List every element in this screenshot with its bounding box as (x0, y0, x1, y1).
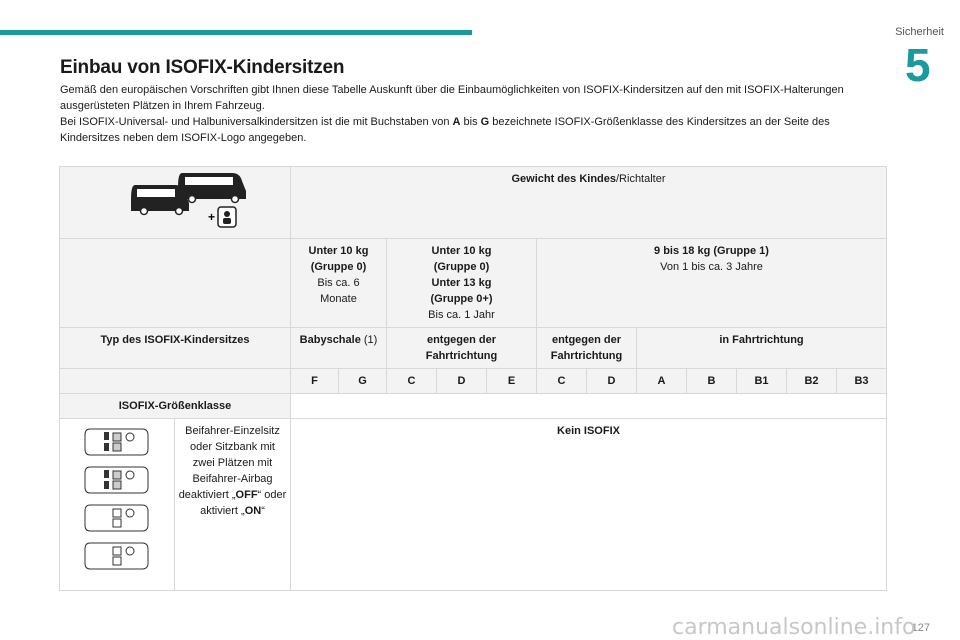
empty-cell (60, 369, 291, 394)
car-seat-diagram-icon (82, 463, 152, 497)
seat-diagram-cell (60, 419, 175, 591)
size-class-cell: G (339, 369, 387, 394)
rear-facing-cell-2: entgegen der Fahrtrichtung (537, 328, 637, 369)
size-class-cell: D (587, 369, 637, 394)
car-seat-diagram-icon (82, 539, 152, 573)
forward-facing-cell: in Fahrtrichtung (637, 328, 887, 369)
group-0-cell: Unter 10 kg (Gruppe 0) Bis ca. 6 Monate (291, 239, 387, 328)
isofix-table (59, 166, 887, 591)
svg-text:+: + (208, 210, 216, 224)
size-class-cell: B2 (787, 369, 837, 394)
watermark: carmanualsonline.info (672, 615, 916, 640)
page-number: 127 (911, 622, 930, 634)
rear-facing-cell: entgegen der Fahrtrichtung (387, 328, 537, 369)
van-icons (100, 171, 250, 229)
size-class-cell: D (437, 369, 487, 394)
empty-cell (60, 239, 291, 328)
car-seat-diagram-icon (82, 501, 152, 535)
page-title: Einbau von ISOFIX-Kindersitzen (60, 57, 345, 78)
size-class-cell: B (687, 369, 737, 394)
intro-paragraph-2: Bei ISOFIX-Universal- und Halbuniversalkindersitzen ist die mit Buchstaben von A bis G bezeichnete ISOFIX-Größenklasse des Kindersitzes an der Seite des Kindersitzes neben dem ISOFIX-Logo angegeben. (60, 116, 830, 144)
size-class-label: ISOFIX-Größenklasse (60, 394, 291, 419)
size-class-cell: B3 (837, 369, 887, 394)
size-class-cell: B1 (737, 369, 787, 394)
section-color-bar (0, 30, 472, 35)
size-class-cell: C (537, 369, 587, 394)
intro-text (60, 82, 870, 146)
seat-type-label: Typ des ISOFIX-Kindersitzes (60, 328, 291, 369)
chapter-number: 5 (905, 39, 931, 91)
size-class-cell: F (291, 369, 339, 394)
babyschale-cell: Babyschale (1) (291, 328, 387, 369)
vehicle-icons-cell (60, 167, 291, 239)
seat-description-cell: Beifahrer-Einzelsitz oder Sitzbank mit zwei Plätzen mit Beifahrer-Airbag deaktiviert „OFF“ oder aktiviert „ON“ (175, 419, 291, 591)
section-label: Sicherheit (895, 26, 944, 38)
size-class-cell: C (387, 369, 437, 394)
van-icon-long (178, 173, 246, 203)
empty-cell (291, 394, 887, 419)
weight-header: Gewicht des Kindes/Richtalter (291, 167, 887, 239)
size-class-cell: A (637, 369, 687, 394)
child-seat-icon (218, 207, 236, 227)
no-isofix-cell: Kein ISOFIX (291, 419, 887, 591)
group-0plus-cell: Unter 10 kg (Gruppe 0) Unter 13 kg (Gruppe 0+) Bis ca. 1 Jahr (387, 239, 537, 328)
car-seat-diagram-icon (82, 425, 152, 459)
size-class-cell: E (487, 369, 537, 394)
intro-paragraph-1: Gemäß den europäischen Vorschriften gibt Ihnen diese Tabelle Auskunft über die Einbaumöglichkeiten von ISOFIX-Kindersitzen auf den mit ISOFIX-Halterungen ausgerüsteten Plätzen in Ihrem Fahrzeug. (60, 84, 844, 112)
group-1-cell: 9 bis 18 kg (Gruppe 1) Von 1 bis ca. 3 Jahre (537, 239, 887, 328)
